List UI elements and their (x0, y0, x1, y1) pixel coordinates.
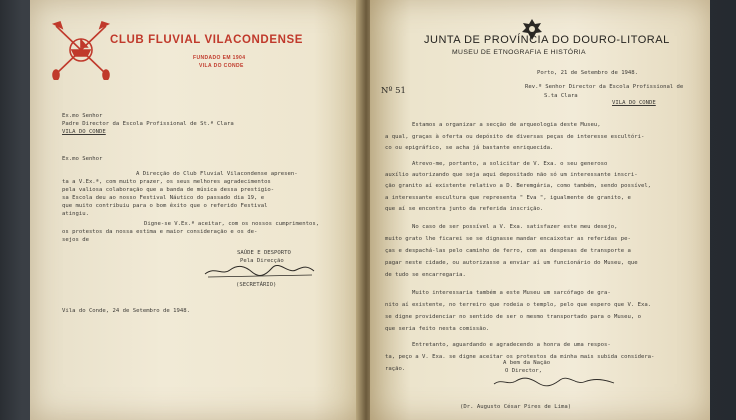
left-signer-title: (SECRETÁRIO) (236, 282, 277, 288)
left-body-line: atingiu. (62, 211, 89, 217)
club-founded: FUNDADO EM 1904 (193, 55, 246, 61)
right-body-line: Estamos a organizar a secção de arqueologia deste Museu, (412, 122, 601, 128)
club-name: CLUB FLUVIAL VILACONDENSE (110, 34, 304, 46)
left-body-line: A Direcção do Club Fluvial Vilacondense apresen- (136, 171, 298, 177)
museu-heading: MUSEU DE ETNOGRAFIA E HISTÓRIA (452, 49, 586, 56)
left-closing-motto: SAÚDE E DESPORTO (237, 250, 291, 256)
club-city: VILA DO CONDE (199, 63, 244, 69)
right-addressee-line2: S.ta Clara (544, 93, 578, 99)
right-body-line: auxílio autorizando que seja aqui depositado não só um interessante inscri- (385, 172, 638, 178)
left-addressee-salutation: Ex.mo Senhor (62, 113, 103, 119)
junta-heading: JUNTA DE PROVÍNCIA DO DOURO-LITORAL (424, 34, 670, 46)
right-closing-director: O Director, (505, 368, 543, 374)
right-body-line: Muito interessaria também a este Museu um sarcófago de gra- (412, 290, 611, 296)
right-body-line: Entretanto, aguardando e agradecendo a honra de uma respos- (412, 342, 611, 348)
left-closing-direction: Pela Direcção (240, 258, 284, 264)
left-body-line: sa Escola deu ao nosso Festival Náutico do passado dia 19, e (62, 195, 265, 201)
right-body-line: ças e despachá-las pelo caminho de ferro, com as despesas de transporte a (385, 248, 631, 254)
right-body-line: que aí se encontra junto da referida inscrição. (385, 206, 544, 212)
right-addressee-city: VILA DO CONDE (612, 100, 656, 106)
right-body-line: se digne providenciar no sentido de ser o mesmo transportado para o Museu, o (385, 314, 641, 320)
left-date: Vila do Conde, 24 de Setembro de 1948. (62, 308, 190, 314)
right-handwritten-signature (490, 375, 620, 389)
right-body-line: de tudo se encarregaria. (385, 272, 466, 278)
left-body-line: Digne-se V.Ex.ª aceitar, com os nossos cumprimentos, (144, 221, 320, 227)
left-body-line: que muito contribuiu para o bom êxito que o referido Festival (62, 203, 268, 209)
right-body-line: ta, peço a V. Exa. se digne aceitar os protestos da minha mais subida considera- (385, 354, 655, 360)
left-addressee-line2: VILA DO CONDE (62, 129, 106, 135)
right-body-line: No caso de ser possível a V. Exa. satisfazer este meu desejo, (412, 224, 618, 230)
right-body-line: pagar neste cidade, ou autorizasse a enviar aí um funcionário do Museu, que (385, 260, 638, 266)
right-body-line: Atrevo-me, portanto, a solicitar de V. Exa. o seu generoso (412, 161, 608, 167)
right-body-line: que seria feito nesta comissão. (385, 326, 490, 332)
right-body-line: a qual, graças à oferta ou depósito de diversas peças de interesse escultóri- (385, 134, 645, 140)
right-body-line: muito grato lhe ficarei se se dignasse mandar encaixotar as referidas pe- (385, 236, 631, 242)
right-date: Porto, 21 de Setembro de 1948. (537, 70, 639, 76)
left-body-line: pela valiosa colaboração que a banda de música dessa prestigio- (62, 187, 275, 193)
left-body-line: os protestos da nossa estima e maior consideração e os de- (62, 229, 258, 235)
left-body-line: ta a V.Ex.ª, com muito prazer, os seus melhores agradecimentos (62, 179, 271, 185)
right-body-line: a interessante escultura que representa " Eva ", igualmente de granito, e (385, 195, 631, 201)
left-addressee-line1: Padre Director da Escola Profissional de St.ª Clara (62, 121, 234, 127)
club-crest-logo (50, 20, 112, 80)
right-body-line: ção granito aí existente relativo a D. Beremgária, como também, sendo possível, (385, 183, 652, 189)
right-signer-name: (Dr. Augusto César Pires de Lima) (460, 404, 572, 410)
right-body-line: nito aí existente, no terreiro que rodeia o templo, pelo que espero que V. Exa. (385, 302, 652, 308)
right-body-line: ração. (385, 366, 406, 372)
left-handwritten-signature (200, 262, 320, 280)
right-body-line: co ou epigráfico, se acha já bastante enriquecida. (385, 145, 554, 151)
left-body-line: sejos de (62, 237, 89, 243)
right-addressee-line1: Rev.º Senhor Director da Escola Profissional de (525, 84, 684, 90)
right-closing-motto: A bem da Nação (503, 360, 551, 366)
reference-number: Nº 51 (381, 86, 406, 96)
left-salutation: Ex.mo Senhor (62, 156, 103, 162)
